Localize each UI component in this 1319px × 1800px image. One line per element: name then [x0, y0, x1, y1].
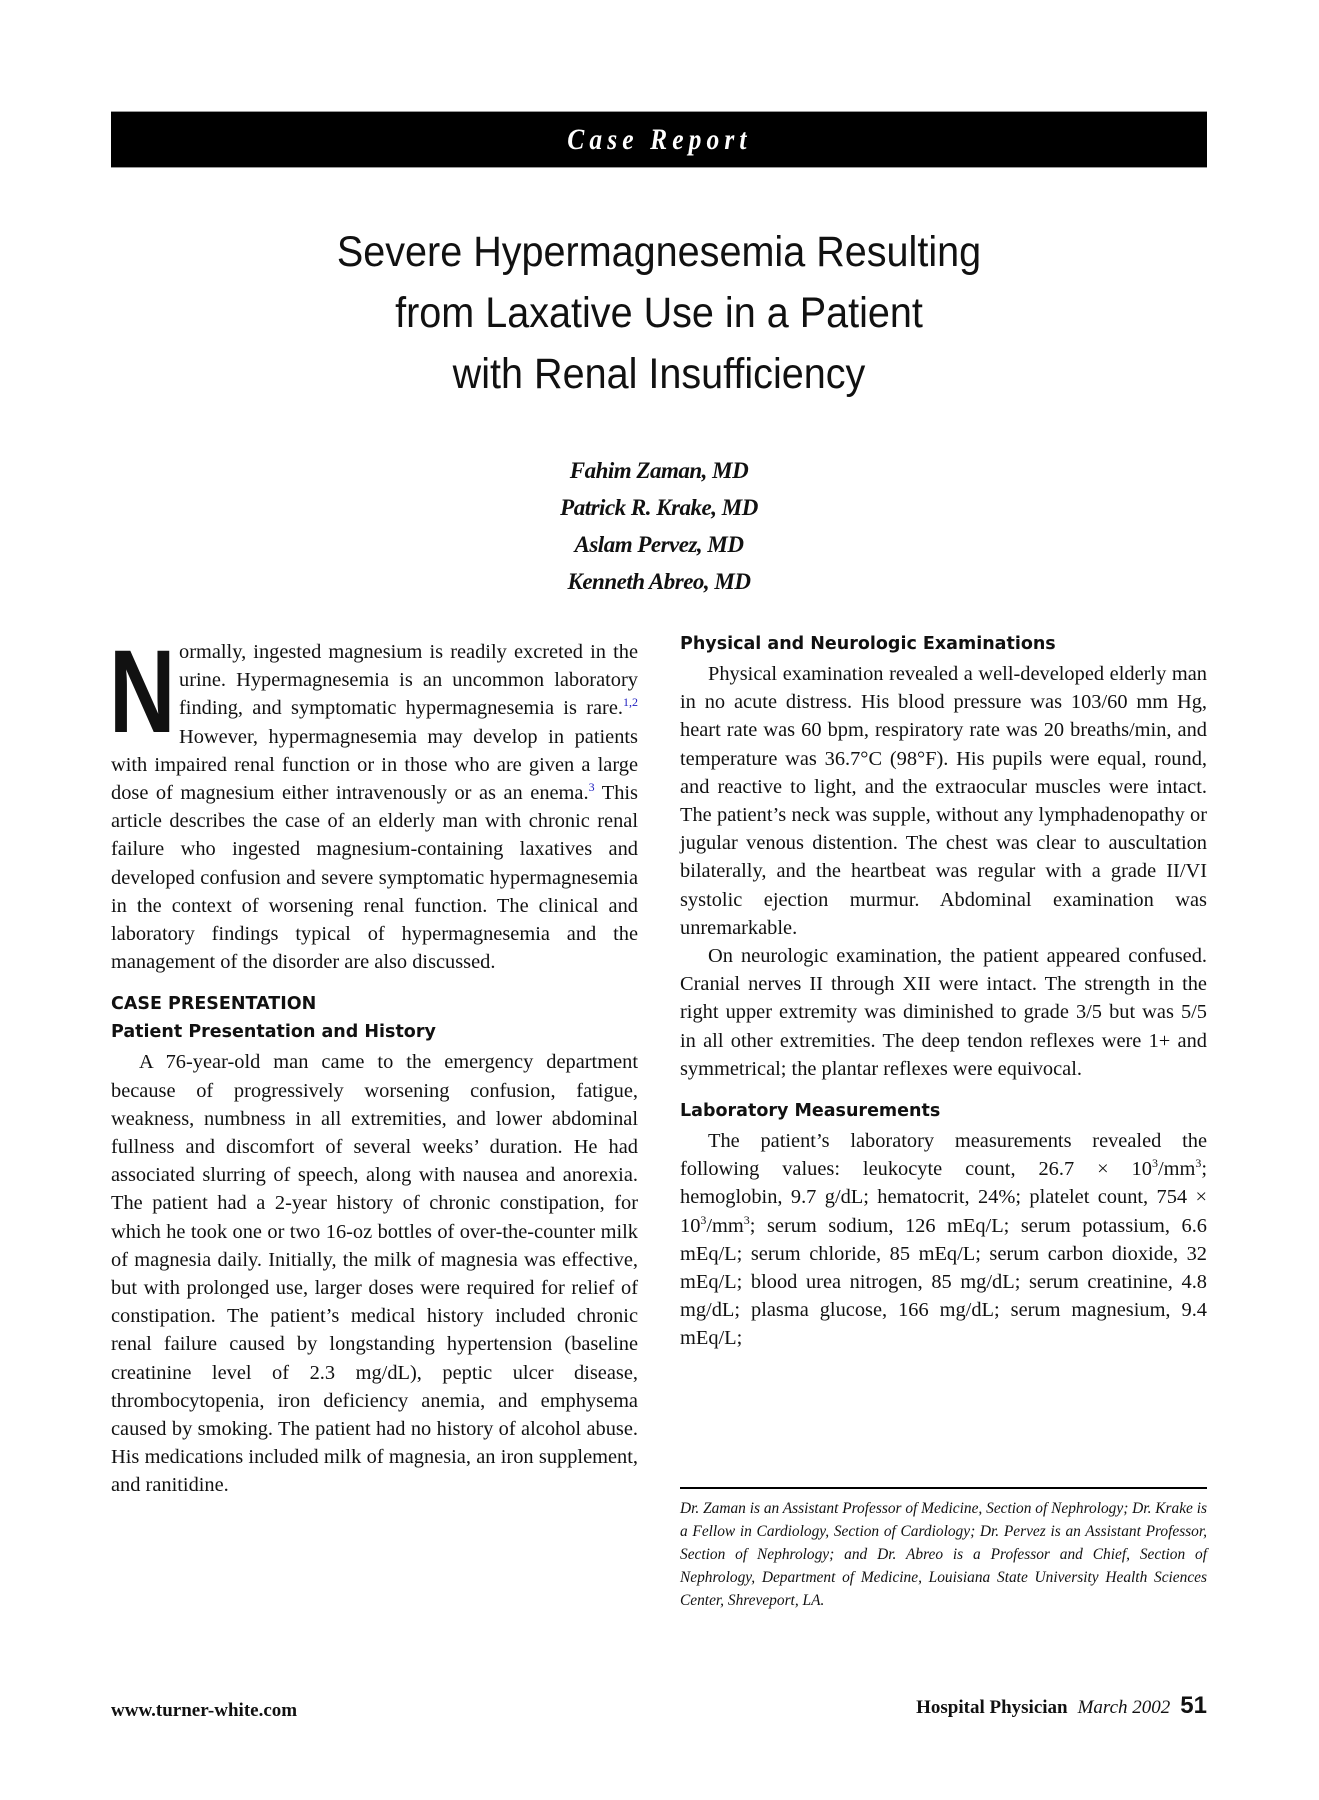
author-affiliations: Dr. Zaman is an Assistant Professor of Medicine, Section of Nephrology; Dr. Krake is a Fellow in Cardiology, Section of Cardiology; Dr. Pervez is an Assistant Professor, Section of Nephrology; and Dr. Abreo is a Professor and Chief, Section of Nephrology, Department of Medicine, Louisiana State University Health Sciences Center, Shreveport, LA.	[680, 1500, 1207, 1609]
author: Aslam Pervez, MD	[574, 532, 744, 557]
section-label: Case Report	[566, 122, 752, 156]
footnote-divider	[680, 1487, 1207, 1489]
issue-date: March 2002	[1077, 1697, 1171, 1718]
neuro-paragraph: On neurologic examination, the patient appeared confused. Cranial nerves II through XII were intact. The strength in the right upper extremity was diminished to grade 3/5 but was 5/5 in all other extremities. The deep tendon reflexes were 1+ and symmetrical; the plantar reflexes were equivocal.	[680, 945, 1207, 1080]
title-line: from Laxative Use in a Patient	[395, 289, 923, 337]
citation-link[interactable]: 1,2	[623, 695, 638, 710]
author: Patrick R. Krake, MD	[560, 495, 758, 520]
citation-link[interactable]: 3	[588, 780, 595, 795]
subsection-heading: Physical and Neurologic Examinations	[680, 634, 1056, 654]
page-number: 51	[1180, 1692, 1207, 1719]
lab-paragraph: The patient’s laboratory measurements revealed the following values: leukocyte count, $26.7 \times 10^3/mm^3$; hemoglobin, 9.7 g/dL; hematocrit, 24%; platelet count, $754 \times 10^3/mm^3$; serum sodium, 126 mEq/L; serum potassium, 6.6 mEq/L; serum chloride, 85 mEq/L; serum carbon dioxide, 32 mEq/L; blood urea nitrogen, 85 mg/dL; serum creatinine, 4.8 mg/dL; plasma glucose, 166 mg/dL; serum magnesium, 9.4 mEq/L;	[680, 1130, 1207, 1350]
drop-cap: N	[109, 626, 176, 758]
title-line: with Renal Insufficiency	[452, 350, 866, 398]
subsection-heading: Patient Presentation and History	[111, 1022, 436, 1043]
subsection-heading: Laboratory Measurements	[680, 1101, 941, 1122]
website-link[interactable]: www.turner-white.com	[111, 1700, 298, 1721]
right-column	[680, 630, 1207, 1353]
history-paragraph: A 76-year-old man came to the emergency department because of progressively worsening confusion, fatigue, weakness, numbness in all extremities, and lower abdominal fullness and discomfort of several weeks’ duration. He had associated slurring of speech, along with nausea and anorexia. The patient had a 2-year history of chronic constipation, for which he took one or two 16-oz bottles of over-the-counter milk of magnesia daily. Initially, the milk of magnesia was effective, but with prolonged use, larger doses were required for relief of constipation. The patient’s medical history included chronic renal failure caused by longstanding hypertension (baseline creatinine level of 2.3 mg/dL), peptic ulcer disease, thrombocytopenia, iron deficiency anemia, and emphysema caused by smoking. The patient had no history of alcohol abuse. His medications included milk of magnesia, an iron supplement, and ranitidine.	[111, 1051, 638, 1497]
author: Fahim Zaman, MD	[569, 458, 749, 483]
journal-name: Hospital Physician	[916, 1697, 1068, 1718]
author: Kenneth Abreo, MD	[567, 569, 751, 594]
article-title	[111, 222, 1207, 405]
title-line: Severe Hypermagnesemia Resulting	[336, 228, 982, 276]
exam-paragraph: Physical examination revealed a well-developed elderly man in no acute distress. His blood pressure was 103/60 mm Hg, heart rate was 60 bpm, respiratory rate was 20 breaths/min, and temperature was 36.7°C (98°F). His pupils were equal, round, and reactive to light, and the extraocular muscles were intact. The patient’s neck was supple, without any lymphadenopathy or jugular venous distention. The chest was clear to auscultation bilaterally, and the heartbeat was regular with a grade II/VI systolic ejection murmur. Abdominal examination was unremarkable.	[680, 663, 1207, 939]
section-banner	[111, 111, 1207, 168]
section-heading: CASE PRESENTATION	[111, 994, 317, 1015]
page-footer	[916, 1692, 1207, 1720]
intro-paragraph: Normally, ingested magnesium is readily excreted in the urine. Hypermagnesemia is an uncommon laboratory finding, and symptomatic hypermagnesemia is rare.$^{1,2}$ However, hypermagnesemia may develop in patients with impaired renal function or in those who are given a large dose of magnesium either intravenously or as an enema.$^3$ This article describes the case of an elderly man with chronic renal failure who ingested magnesium-containing laxatives and developed confusion and severe symptomatic hypermagnesemia in the context of worsening renal function. The clinical and laboratory findings typical of hypermagnesemia and the management of the disorder are also discussed.	[109, 626, 638, 974]
author-list	[111, 452, 1207, 600]
left-column	[109, 626, 638, 1500]
